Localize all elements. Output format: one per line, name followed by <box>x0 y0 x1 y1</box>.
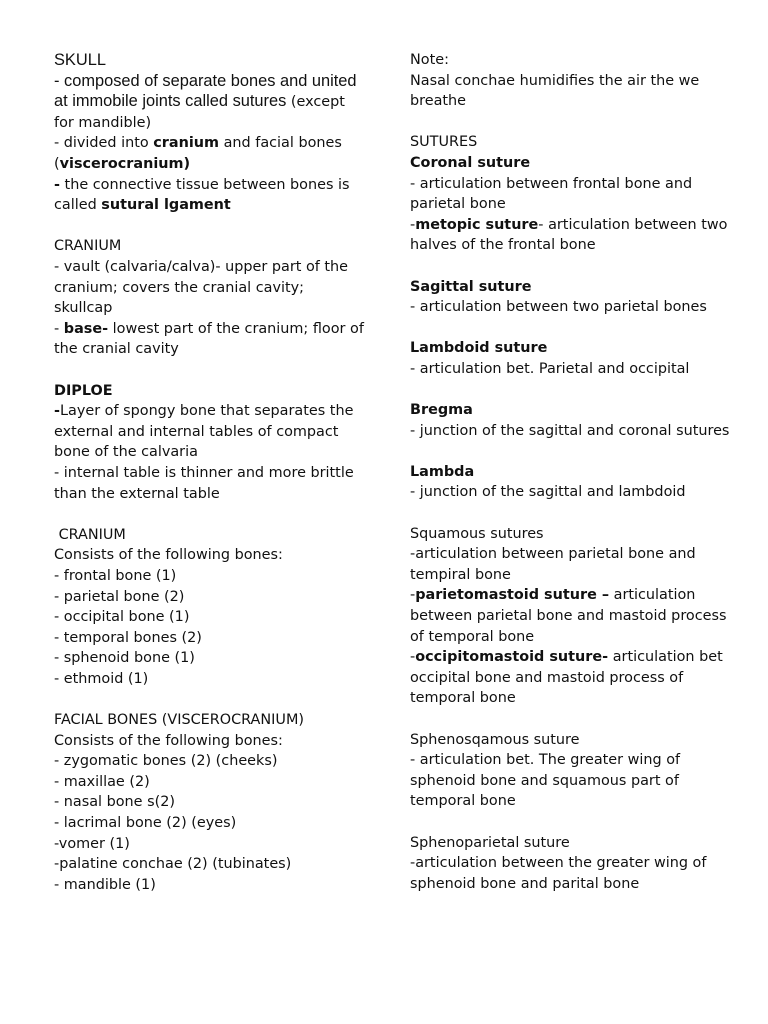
base-post: lowest part of the cranium; floor of the cranial cavity <box>54 320 364 358</box>
metopic-pre: - <box>410 216 416 233</box>
parietomastoid-term: parietomastoid suture – <box>415 587 610 604</box>
sutures-term: sutures <box>232 91 287 110</box>
connective-body: the connective tissue between bones is called <box>54 176 350 214</box>
sagittal-text: - articulation between two parietal bones <box>410 299 707 316</box>
bregma-heading <box>410 400 730 421</box>
metopic-post: - articulation between two halves of the frontal bone <box>410 216 728 254</box>
bregma-text: - junction of the sagittal and coronal sutures <box>410 422 730 439</box>
diploe-heading <box>54 381 364 402</box>
cranium-bones-heading: CRANIUM <box>54 526 126 543</box>
viscerocranium-term: viscerocranium) <box>59 156 191 173</box>
sutures-heading: SUTURES <box>410 134 478 151</box>
lambdoid-heading-text: Lambdoid suture <box>410 340 548 357</box>
lambda-heading <box>410 462 730 483</box>
coronal-text: - articulation between frontal bone and parietal bone <box>410 175 693 213</box>
om-pre: - <box>410 649 416 666</box>
cranium-bone-item: - sphenoid bone (1) <box>54 650 195 667</box>
lambdoid-heading <box>410 338 730 359</box>
bregma-heading-text: Bregma <box>410 402 473 419</box>
facial-bones-heading: FACIAL BONES (VISCEROCRANIUM) <box>54 712 304 729</box>
connective-text <box>54 175 364 216</box>
except-mandible: (except for mandible) <box>54 93 345 132</box>
cranium-bone-item: - ethmoid (1) <box>54 670 149 687</box>
facial-bone-item: -vomer (1) <box>54 835 130 852</box>
diploe-heading-text: DIPLOE <box>54 382 113 399</box>
pm-pre: - <box>410 587 416 604</box>
skull-composed-text <box>54 71 364 134</box>
connective-dash: - <box>54 176 60 193</box>
om-post: articulation bet occipital bone and mastoid process of temporal bone <box>410 649 723 707</box>
metopic-text <box>410 215 730 256</box>
cranium-heading: CRANIUM <box>54 238 122 255</box>
divided-pre: - divided into <box>54 135 154 152</box>
coronal-heading <box>410 153 730 174</box>
facial-bones-intro: Consists of the following bones: <box>54 732 283 749</box>
sphenosquamous-text: - articulation bet. The greater wing of sphenoid bone and squamous part of temporal bone <box>410 752 681 810</box>
right-column <box>410 50 730 894</box>
sphenoparietal-text: -articulation between the greater wing of sphenoid bone and parital bone <box>410 855 707 892</box>
sagittal-heading-text: Sagittal suture <box>410 278 532 295</box>
pm-post: articulation between parietal bone and mastoid process of temporal bone <box>410 587 727 645</box>
sagittal-heading <box>410 277 730 298</box>
facial-bone-item: - nasal bone s(2) <box>54 794 175 811</box>
note-heading: Note: <box>410 52 449 68</box>
cranium-bones-intro: Consists of the following bones: <box>54 547 283 564</box>
internal-table-text: - internal table is thinner and more brittle than the external table <box>54 464 354 502</box>
facial-bone-item: - mandible (1) <box>54 876 156 893</box>
skull-title: SKULL <box>54 51 106 69</box>
divided-text <box>54 133 364 154</box>
diploe-layer-body: Layer of spongy bone that separates the external and internal tables of compact bone of the calvaria <box>54 403 354 461</box>
diploe-dash: - <box>54 403 60 420</box>
sphenoparietal-heading: Sphenoparietal suture <box>410 834 570 851</box>
facial-bone-item: - lacrimal bone (2) (eyes) <box>54 815 237 832</box>
facial-bone-item: -palatine conchae (2) (tubinates) <box>54 856 292 873</box>
occipitomastoid-text <box>410 647 730 709</box>
cranium-bone-item: - frontal bone (1) <box>54 567 177 584</box>
divided-post: and facial bones <box>219 135 342 152</box>
coronal-heading-text: Coronal suture <box>410 154 531 171</box>
occipitomastoid-term: occipitomastoid suture- <box>415 649 609 666</box>
base-term: base- <box>63 320 109 337</box>
skull-composed-line: - composed of separate bones and united at immobile joints called <box>54 71 357 110</box>
cranium-bone-item: - occipital bone (1) <box>54 609 190 626</box>
facial-bone-item: - zygomatic bones (2) (cheeks) <box>54 753 278 770</box>
squamous-text: -articulation between parietal bone and tempiral bone <box>410 546 696 583</box>
viscerocranium-text <box>54 154 364 175</box>
squamous-heading: Squamous sutures <box>410 525 544 542</box>
left-column <box>54 50 364 895</box>
cranium-bone-item: - temporal bones (2) <box>54 629 202 646</box>
metopic-term: metopic suture <box>415 216 539 233</box>
lambda-text: - junction of the sagittal and lambdoid <box>410 484 686 501</box>
lambda-heading-text: Lambda <box>410 463 475 480</box>
facial-bone-item: - maxillae (2) <box>54 773 150 790</box>
base-text <box>54 319 364 360</box>
lambdoid-text: - articulation bet. Parietal and occipital <box>410 360 690 377</box>
cranium-term: cranium <box>153 135 220 152</box>
vault-text: - vault (calvaria/calva)- upper part of the cranium; covers the cranial cavity; skullcap <box>54 259 349 317</box>
parietomastoid-text <box>410 585 730 647</box>
cranium-bone-item: - parietal bone (2) <box>54 588 185 605</box>
ligament-term: sutural lgament <box>101 197 231 214</box>
base-pre: - <box>54 320 64 337</box>
sphenosquamous-heading: Sphenosqamous suture <box>410 731 580 748</box>
diploe-layer-text <box>54 401 364 463</box>
note-text: Nasal conchae humidifies the air the we breathe <box>410 72 700 110</box>
paren-open: ( <box>54 156 60 173</box>
